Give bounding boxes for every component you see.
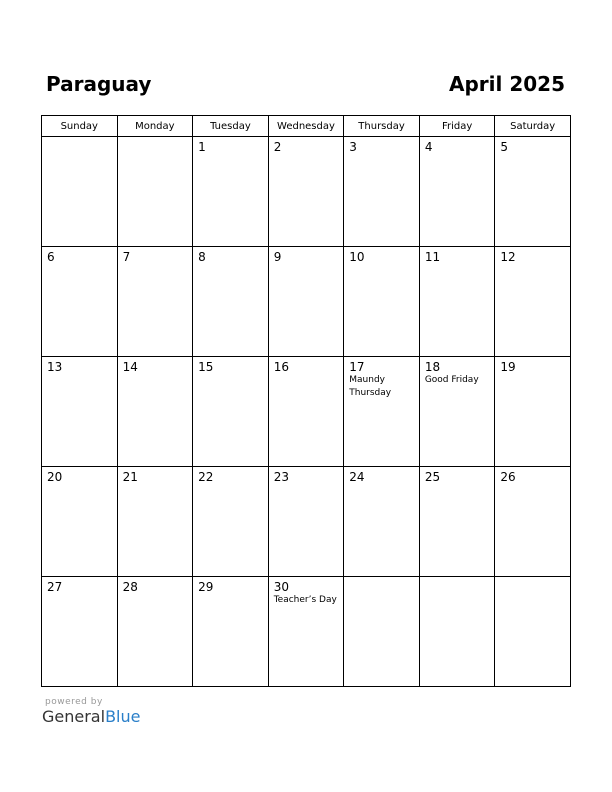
day-cell (419, 247, 495, 357)
day-cell (268, 137, 344, 247)
powered-by-label: powered by (45, 697, 103, 707)
day-number: 7 (122, 250, 131, 264)
day-number (344, 577, 419, 580)
day-cell (419, 467, 495, 577)
brand-logo[interactable] (42, 707, 140, 727)
month-title: April 2025 (449, 72, 565, 96)
day-cell (42, 467, 118, 577)
holiday-label: Maundy Thursday (349, 375, 392, 398)
day-number: 26 (500, 470, 516, 484)
day-number: 27 (47, 580, 63, 594)
day-number: 17 (349, 360, 365, 374)
day-number: 21 (122, 470, 138, 484)
day-cell (344, 357, 420, 467)
day-number: 3 (349, 140, 357, 154)
weekday-header: Sunday (42, 116, 118, 137)
day-number: 15 (198, 360, 214, 374)
day-number: 29 (198, 580, 214, 594)
day-number (495, 577, 570, 580)
day-number: 25 (424, 470, 441, 484)
day-number: 10 (349, 250, 365, 264)
day-cell (42, 137, 118, 247)
day-number: 30 (273, 580, 289, 594)
day-cell (344, 247, 420, 357)
day-cell (344, 467, 420, 577)
day-number: 22 (198, 470, 214, 484)
holiday-label: Good Friday (424, 375, 479, 385)
calendar-grid (41, 115, 571, 687)
weekday-header: Thursday (344, 116, 420, 137)
day-cell (419, 357, 495, 467)
day-number (42, 137, 117, 140)
day-number: 23 (273, 470, 289, 484)
day-cell (42, 357, 118, 467)
day-number: 1 (198, 140, 206, 154)
weekday-header: Friday (419, 116, 495, 137)
day-cell (193, 577, 269, 687)
day-cell (268, 357, 344, 467)
day-cell (117, 467, 193, 577)
day-cell (117, 137, 193, 247)
day-number: 5 (500, 140, 509, 154)
day-cell (117, 577, 193, 687)
day-cell (495, 467, 571, 577)
day-number: 19 (500, 360, 516, 374)
day-cell (268, 577, 344, 687)
day-cell (193, 467, 269, 577)
day-cell (495, 137, 571, 247)
day-number (420, 577, 495, 580)
day-cell (495, 357, 571, 467)
brand-blue-text: Blue (105, 707, 141, 726)
day-number: 6 (47, 250, 55, 264)
day-number: 16 (273, 360, 289, 374)
day-cell (117, 357, 193, 467)
day-number: 13 (47, 360, 63, 374)
day-cell (193, 137, 269, 247)
weekday-header-row (42, 116, 571, 137)
day-cell (268, 467, 344, 577)
day-cell (193, 247, 269, 357)
country-title: Paraguay (46, 72, 152, 96)
holiday-label: Teacher’s Day (273, 595, 337, 605)
weekday-header: Monday (117, 116, 193, 137)
day-cell (495, 577, 571, 687)
day-number: 18 (424, 360, 441, 374)
weekday-header: Wednesday (268, 116, 344, 137)
day-number: 2 (273, 140, 282, 154)
day-cell (42, 577, 118, 687)
day-number: 20 (47, 470, 63, 484)
day-number: 11 (424, 250, 441, 264)
day-number (118, 137, 193, 140)
day-number: 14 (122, 360, 138, 374)
day-cell (419, 137, 495, 247)
week-row (42, 577, 571, 687)
week-row (42, 467, 571, 577)
week-row (42, 247, 571, 357)
day-number: 28 (122, 580, 138, 594)
day-number: 4 (424, 140, 433, 154)
day-cell (495, 247, 571, 357)
week-row (42, 137, 571, 247)
day-number: 8 (198, 250, 206, 264)
brand-general-text: General (42, 707, 106, 726)
weekday-header: Saturday (495, 116, 571, 137)
week-row (42, 357, 571, 467)
day-number: 12 (500, 250, 516, 264)
weekday-header: Tuesday (193, 116, 269, 137)
day-cell (193, 357, 269, 467)
day-cell (268, 247, 344, 357)
day-cell (344, 137, 420, 247)
day-number: 24 (349, 470, 365, 484)
day-cell (344, 577, 420, 687)
day-cell (117, 247, 193, 357)
day-cell (419, 577, 495, 687)
day-cell (42, 247, 118, 357)
day-number: 9 (273, 250, 282, 264)
